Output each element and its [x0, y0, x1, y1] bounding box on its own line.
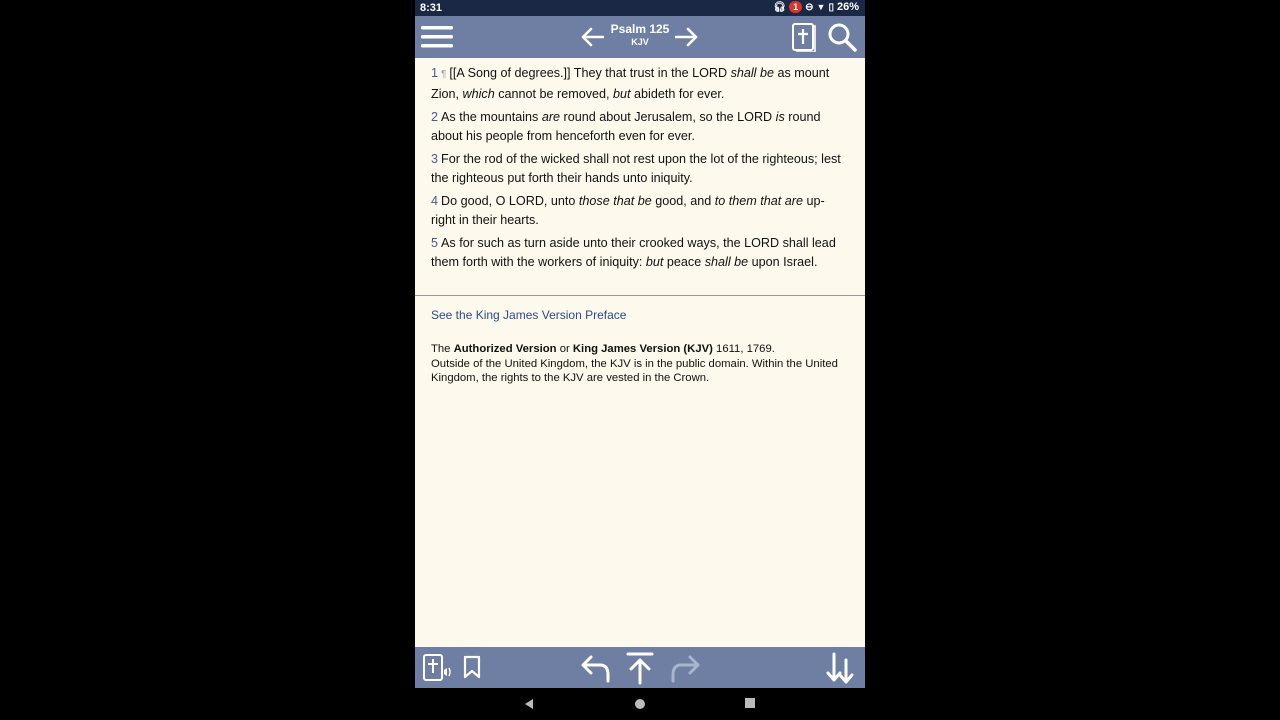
verse-text: round about Jerusalem, so the LORD	[560, 110, 776, 124]
chapter-content	[415, 58, 865, 647]
verse-text: are	[541, 110, 561, 124]
undo-icon	[580, 653, 612, 683]
verse-text: upon Israel.	[748, 254, 818, 269]
nav-back-icon[interactable]	[524, 698, 534, 710]
copyright-line-1	[431, 342, 841, 357]
verse-text: For the rod of the wicked shall not rest upon the lot of the righteous; lest the righteous put forth their hands unto iniquity.	[431, 152, 841, 185]
android-nav-bar	[415, 688, 865, 720]
notification-badge: 1	[789, 1, 802, 13]
verse-5[interactable]	[431, 234, 849, 271]
verse-text: As for such as turn aside unto their crooked ways, the LORD shall lead them forth with the workers of iniquity:	[431, 236, 836, 269]
bible-icon	[791, 22, 817, 52]
verse-text: but	[645, 254, 664, 269]
verse-text: but	[613, 86, 631, 101]
bible-select-button[interactable]	[789, 20, 819, 54]
status-icons	[773, 1, 859, 13]
verse-text: cannot be removed,	[494, 86, 614, 101]
copyright-bold-2: King James Version (KJV)	[572, 343, 713, 355]
verse-2[interactable]	[431, 108, 849, 145]
verse-text: as mount Zion,	[431, 66, 830, 101]
status-time: 8:31	[420, 2, 443, 14]
nav-recents-icon[interactable]	[745, 698, 755, 708]
wifi-icon: ▼	[816, 2, 826, 12]
verse-text: Do good, O LORD, unto	[441, 194, 579, 208]
bottom-toolbar	[415, 647, 865, 688]
version-name: KJV	[631, 37, 649, 47]
verse-text: those that be	[578, 194, 652, 208]
copyright-text: 1611, 1769.	[712, 343, 775, 355]
verse-number: 4	[431, 194, 439, 208]
verse-list	[415, 58, 865, 271]
scroll-bottom-button[interactable]	[823, 651, 859, 685]
verse-text: to them that are	[714, 194, 803, 208]
divider	[415, 295, 865, 296]
copyright-notice	[431, 342, 841, 386]
menu-button[interactable]	[419, 21, 455, 53]
bible-audio-icon	[422, 653, 454, 683]
chapter-title[interactable]	[600, 22, 680, 48]
verse-number: 3	[431, 152, 439, 166]
search-icon	[827, 22, 857, 52]
verse-text: round about his people from henceforth even for ever.	[431, 110, 821, 143]
forward-button[interactable]	[667, 651, 703, 685]
verse-number: 2	[431, 110, 439, 124]
verse-text: [[A Song of degrees.]] They that trust in the LORD	[449, 66, 731, 80]
verse-text: As the mountains	[441, 110, 542, 124]
top-toolbar	[415, 16, 865, 58]
verse-number: 1	[431, 66, 439, 80]
headset-icon: 🎧︎	[773, 1, 787, 13]
chapter-name: Psalm 125	[610, 22, 670, 36]
verse-4[interactable]	[431, 192, 849, 229]
dnd-icon: ⊖	[805, 1, 814, 13]
verse-text: peace	[663, 254, 705, 269]
verse-1[interactable]	[431, 64, 849, 103]
hamburger-icon	[421, 25, 453, 49]
preface-link[interactable]: See the King James Version Preface	[431, 308, 627, 322]
bookmark-button[interactable]	[459, 652, 485, 682]
copyright-line-2: Outside of the United Kingdom, the KJV is in the public domain. Within the United Kingdom, the rights to the KJV are vested in the Crown.	[431, 357, 838, 384]
verse-text: shall be	[730, 66, 774, 80]
verse-number: 5	[431, 236, 439, 250]
verse-text: good, and	[651, 194, 715, 208]
verse-text: is	[775, 110, 785, 124]
battery-level: 26%	[836, 1, 859, 13]
verse-text: which	[462, 86, 495, 101]
battery-icon: ▯	[828, 1, 834, 13]
sort-down-icon	[825, 652, 857, 684]
bookmark-icon	[462, 655, 482, 679]
copyright-text: or	[556, 343, 573, 355]
audio-button[interactable]	[421, 652, 455, 684]
scroll-top-button[interactable]	[623, 650, 657, 686]
verse-text: up-right in their hearts.	[431, 194, 825, 227]
next-chapter-button[interactable]	[673, 23, 701, 51]
status-bar	[415, 0, 865, 16]
arrow-right-icon	[675, 27, 699, 47]
verse-text: abideth for ever.	[630, 86, 725, 101]
verse-3[interactable]	[431, 150, 849, 187]
nav-home-icon[interactable]	[634, 698, 646, 710]
copyright-bold-1: Authorized Version	[453, 343, 557, 355]
copyright-text: The	[431, 343, 454, 355]
redo-icon	[669, 653, 701, 683]
phone-screen	[415, 0, 865, 720]
search-button[interactable]	[825, 20, 859, 54]
back-button[interactable]	[578, 651, 614, 685]
paragraph-mark-icon: ¶	[441, 69, 447, 80]
verse-text: shall be	[704, 254, 749, 269]
scroll-top-icon	[626, 651, 654, 685]
